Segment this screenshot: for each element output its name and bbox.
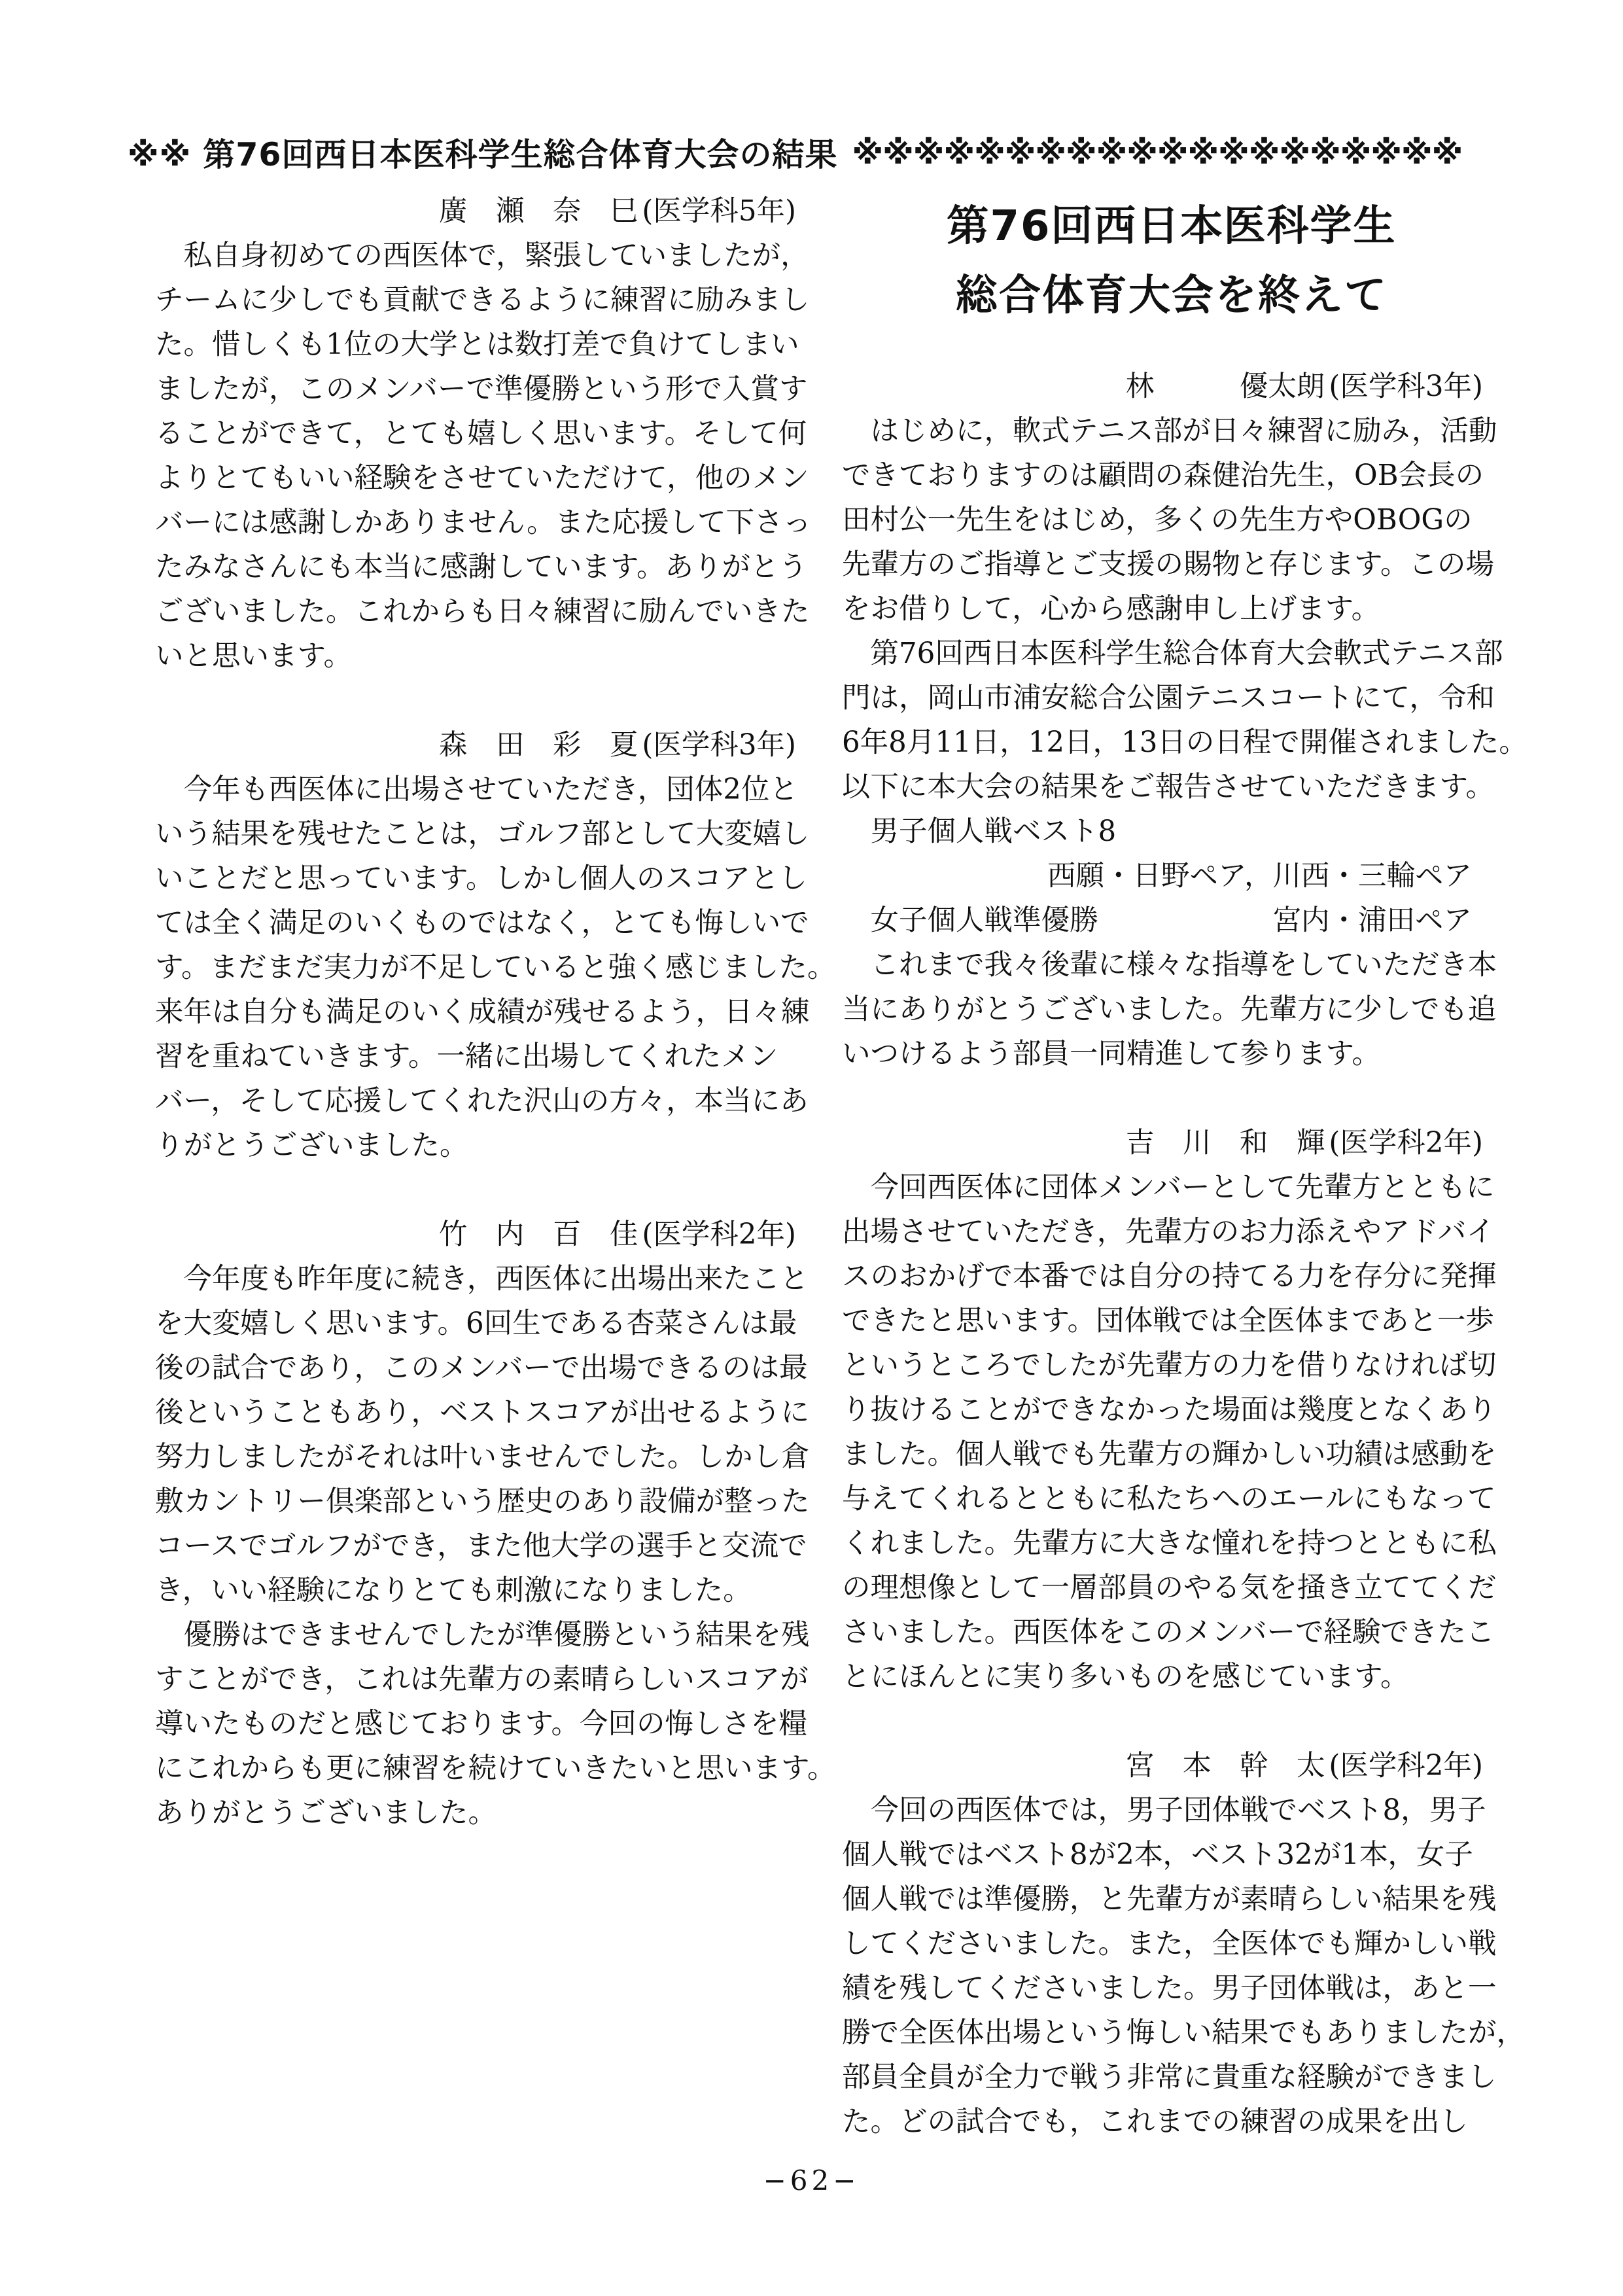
text-line: いと思います。 (155, 640, 353, 673)
text-line: いつけるよう部員一同精進して参ります。 (842, 1038, 1381, 1070)
text-line: す。まだまだ実力が不足していると強く感じました。 (155, 951, 836, 984)
text-line (842, 898, 1501, 943)
text-line: 個人戦では準優勝，と先輩方が素晴らしい結果を残 (842, 1883, 1497, 1916)
text-line: た。惜しくも1位の大学とは数打差で負けてしまい (155, 328, 799, 361)
author-affiliation: (医学科2年) (642, 1218, 796, 1251)
text-line: 優勝はできませんでしたが準優勝という結果を残 (155, 1619, 810, 1651)
left-column (155, 189, 836, 1880)
right-column (842, 364, 1527, 2189)
author-name-line (155, 1212, 814, 1257)
text-line: ました。個人戦でも先輩方の輝かしい功績は感動を (842, 1438, 1497, 1471)
page-number: −62− (763, 2164, 860, 2197)
text-line: き，いい経験になりとても刺激になりました。 (155, 1574, 752, 1607)
author-name: 森 田 彩 夏 (438, 729, 638, 762)
text-line: 後ということもあり，ベストスコアが出せるように (155, 1396, 810, 1429)
testimonial-section (155, 1212, 836, 1835)
text-line: 男子個人戦ベスト8 (842, 815, 1117, 848)
text-line: 個人戦ではベスト8が2本，ベスト32が1本，女子 (842, 1839, 1473, 1871)
text-line: ありがとうございました。 (155, 1797, 497, 1829)
text-line: 敷カントリー倶楽部という歴史のあり設備が整った (155, 1485, 810, 1518)
text-line: できておりますのは顧問の森健治先生，OB会長の (842, 459, 1484, 492)
text-line: たみなさんにも本当に感謝しています。ありがとう (155, 551, 808, 584)
text-line: できたと思います。団体戦では全医体まであと一歩 (842, 1305, 1495, 1337)
text-line: とにほんとに実り多いものを感じています。 (842, 1661, 1409, 1693)
text-line: というところでしたが先輩方の力を借りなければ切 (842, 1349, 1497, 1382)
text-line: さいました。西医体をこのメンバーで経験できたこ (842, 1616, 1495, 1649)
text-line: チームに少しでも貢献できるように練習に励みまし (155, 284, 810, 317)
text-line: バー，そして応援してくれた沢山の方々，本当にあ (155, 1085, 809, 1118)
testimonial-section (155, 723, 836, 1168)
article-title-line-2: 総合体育大会を終えて (956, 272, 1387, 320)
author-affiliation: (医学科2年) (1329, 1750, 1483, 1782)
text-line: をお借りして，心から感謝申し上げます。 (842, 593, 1380, 626)
author-name-line (842, 364, 1501, 409)
text-line: を大変嬉しく思います。6回生である杏菜さんは最 (155, 1307, 797, 1340)
text-line: ましたが，このメンバーで準優勝という形で入賞す (155, 373, 808, 406)
text-line: すことができ，これは先輩方の素晴らしいスコアが (155, 1663, 809, 1696)
text-line: にこれからも更に練習を続けていきたいと思います。 (155, 1752, 836, 1785)
testimonial-section (842, 1121, 1501, 1699)
article-title-line-1: 第76回西日本医科学生 (947, 202, 1397, 251)
article-title (842, 192, 1501, 330)
text-line: コースでゴルフができ，また他大学の選手と交流で (155, 1530, 807, 1563)
author-name-line (155, 189, 814, 234)
page-header (128, 133, 1508, 172)
text-line: 努力しましたがそれは叶いませんでした。しかし倉 (155, 1441, 810, 1474)
text-line: りがとうございました。 (155, 1129, 468, 1162)
author-name: 竹 内 百 佳 (438, 1218, 638, 1251)
text-line: いことだと思っています。しかし個人のスコアとし (155, 862, 808, 895)
text-line: バーには感謝しかありません。また応援して下さっ (155, 506, 812, 539)
text-line: くれました。先輩方に大きな憧れを持つとともに私 (842, 1527, 1497, 1560)
text-line: スのおかげで本番では自分の持てる力を存分に発揮 (842, 1260, 1497, 1293)
header-decoration-marks: ※※※※※※※※※※※※※※※※※※※※ (852, 133, 1463, 171)
text-line: ることができて，とても嬉しく思います。そして何 (155, 417, 807, 450)
text-line: いう結果を残せたことは，ゴルフ部として大変嬉し (155, 818, 810, 851)
text-line: 出場させていただき，先輩方のお力添えやアドバイ (842, 1216, 1495, 1248)
testimonial-section (842, 364, 1527, 1076)
author-affiliation: (医学科5年) (642, 195, 796, 228)
testimonial-section (155, 189, 814, 679)
author-name: 廣 瀬 奈 巳 (438, 195, 638, 228)
text-line: 今年度も昨年度に続き，西医体に出場出来たこと (155, 1263, 809, 1296)
text-line: 門は，岡山市浦安総合公園テニスコートにて，令和 (842, 682, 1495, 715)
text-line: 与えてくれるとともに私たちへのエールにもなって (842, 1483, 1496, 1515)
author-affiliation: (医学科2年) (1329, 1127, 1483, 1159)
result-label: 女子個人戦準優勝 (842, 904, 1098, 937)
text-line: 私自身初めての西医体で，緊張していましたが， (155, 239, 809, 272)
testimonial-section (842, 1744, 1525, 2144)
author-affiliation: (医学科3年) (642, 729, 796, 762)
text-line: 後の試合であり，このメンバーで出場できるのは最 (155, 1352, 808, 1385)
author-name-line (842, 1121, 1501, 1165)
text-line: 績を残してくださいました。男子団体戦は，あと一 (842, 1972, 1497, 2005)
text-line: 先輩方のご指導とご支援の賜物と存じます。この場 (842, 548, 1495, 581)
text-line: 以下に本大会の結果をご報告させていただきます。 (842, 771, 1495, 804)
text-line: の理想像として一層部員のやる気を掻き立ててくだ (842, 1572, 1497, 1604)
page-footer (0, 2164, 1623, 2197)
header-label: ※※ 第76回西日本医科学生総合体育大会の結果 (128, 136, 838, 173)
text-line: 勝で全医体出場という悔しい結果でもありましたが， (842, 2017, 1525, 2049)
text-line: 部員全員が全力で戦う非常に貴重な経験ができまし (842, 2061, 1497, 2094)
text-line: 導いたものだと感じております。今回の悔しさを糧 (155, 1708, 808, 1740)
text-line: 今回西医体に団体メンバーとして先輩方とともに (842, 1171, 1495, 1204)
text-line: 田村公一先生をはじめ，多くの先生方やOBOGの (842, 504, 1473, 537)
author-name-line (155, 723, 814, 768)
result-value: 宮内・浦田ペア (1272, 904, 1472, 937)
text-line: してくださいました。また，全医体でも輝かしい戦 (842, 1928, 1497, 1960)
author-name-line (842, 1744, 1501, 1788)
author-name: 林 優太朗 (1125, 370, 1325, 403)
text-line: 習を重ねていきます。一緒に出場してくれたメン (155, 1040, 778, 1073)
text-line: これまで我々後輩に様々な指導をしていただき本 (842, 949, 1497, 981)
text-line: はじめに，軟式テニス部が日々練習に励み，活動 (842, 415, 1497, 448)
text-line: 来年は自分も満足のいく成績が残せるよう，日々練 (155, 996, 810, 1029)
text-line: た。どの試合でも，これまでの練習の成果を出し (842, 2106, 1468, 2138)
author-name: 宮 本 幹 太 (1125, 1750, 1325, 1782)
author-affiliation: (医学科3年) (1329, 370, 1483, 403)
text-line: ございました。これからも日々練習に励んでいきた (155, 595, 810, 628)
text-line: 西願・日野ペア，川西・三輪ペア (1047, 860, 1472, 892)
text-line: 6年8月11日，12日，13日の日程で開催されました。 (842, 726, 1527, 759)
text-line: ては全く満足のいくものではなく，とても悔しいで (155, 907, 809, 940)
text-line: 当にありがとうございました。先輩方に少しでも追 (842, 993, 1497, 1026)
text-line: 今年も西医体に出場させていただき，団体2位と (155, 773, 798, 806)
text-line: り抜けることができなかった場面は幾度となくあり (842, 1394, 1497, 1426)
text-line: 第76回西日本医科学生総合体育大会軟式テニス部 (842, 637, 1503, 670)
author-name: 吉 川 和 輝 (1125, 1127, 1325, 1159)
text-line: 今回の西医体では，男子団体戦でベスト8，男子 (842, 1794, 1486, 1827)
text-line: よりとてもいい経験をさせていただけて，他のメン (155, 462, 809, 495)
